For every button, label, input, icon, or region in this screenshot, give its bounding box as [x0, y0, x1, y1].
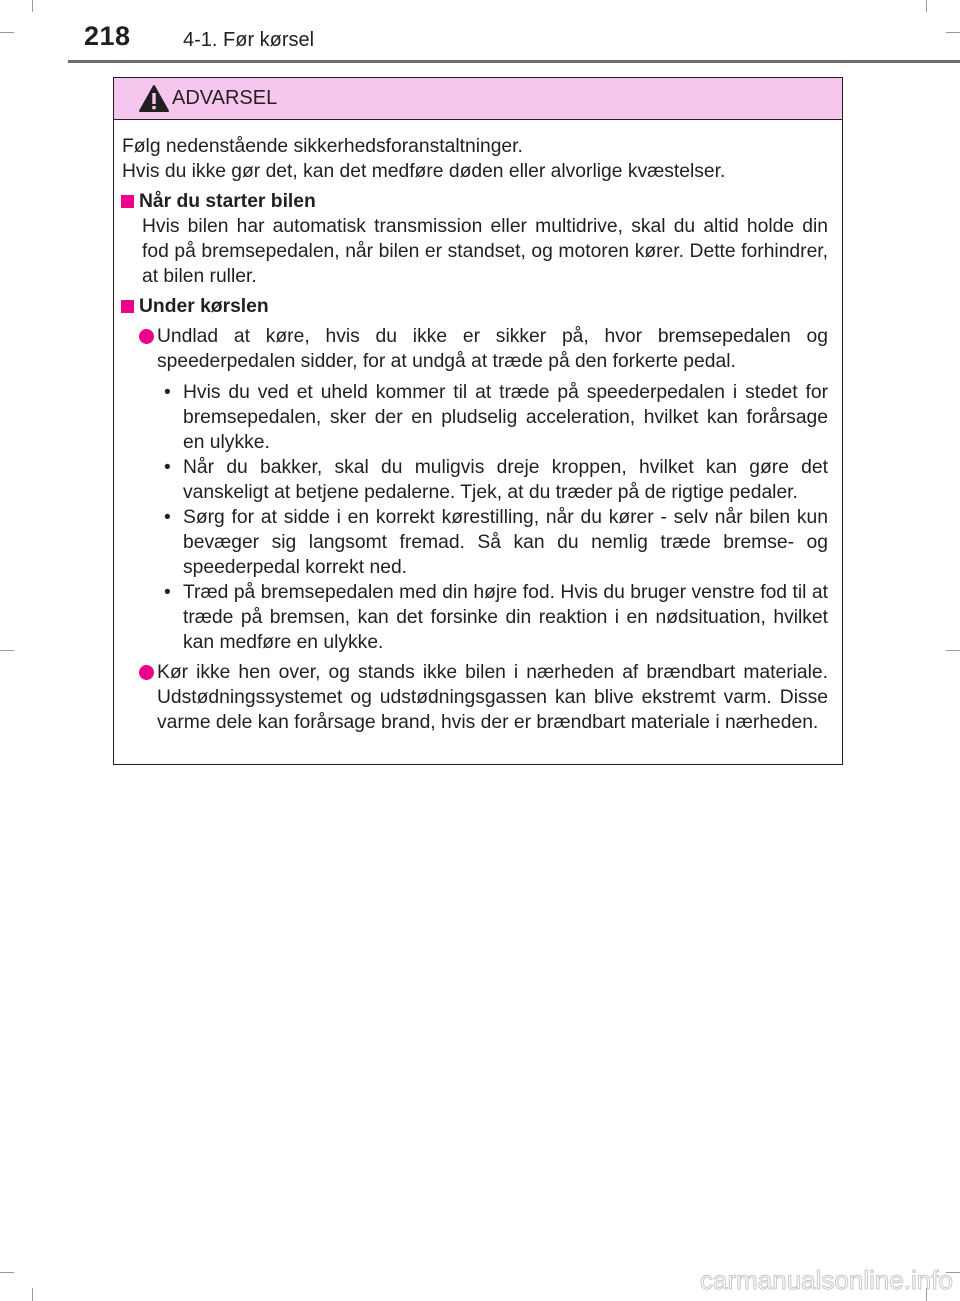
warning-title: ADVARSEL: [172, 87, 278, 109]
sub-bullet-text: Sørg for at sidde i en korrekt kørestilling, når du kører - selv når bilen kun bevæger sig langsomt fremad. Så kan du nemlig træde bremse- og speederpedal korrekt ned.: [183, 507, 828, 578]
intro-line: Følg nedenstående sikkerhedsforanstaltninger.: [122, 136, 523, 157]
header-rule: [68, 60, 960, 63]
sub-bullet-text: Hvis du ved et uheld kommer til at træde på speederpedalen i stedet for bremsepedalen, sker der en pludselig acceleration, hvilket kan forårsage en ulykke.: [183, 382, 828, 453]
section-heading: [122, 294, 828, 319]
section-heading: [122, 189, 828, 214]
sub-bullet-item: [159, 580, 828, 655]
square-bullet-icon: [121, 195, 134, 208]
section-paragraph: Hvis bilen har automatisk transmission eller multidrive, skal du altid holde din fod på bremsepedalen, når bilen er standset, og motoren kører. Dette forhindrer, at bilen ruller.: [142, 216, 828, 287]
intro-line: Hvis du ikke gør det, kan det medføre døden eller alvorlige kvæstelser.: [122, 161, 726, 182]
sub-bullet-item: [159, 505, 828, 580]
list-item-text: Kør ikke hen over, og stands ikke bilen i nærheden af brændbart materiale. Udstødningssystemet og udstødningsgassen kan blive ekstremt varm. Disse varme dele kan forårsage brand, hvis der er brændbart materiale i nærheden.: [157, 662, 828, 733]
section-heading-text: Under kørslen: [139, 296, 269, 317]
sub-bullet-text: Træd på bremsepedalen med din højre fod. Hvis du bruger venstre fod til at træde på bremsen, kan det forsinke din reaktion i en nødsituation, hvilket kan medføre en ulykke.: [183, 582, 828, 653]
bullet-dot-icon: •: [164, 382, 171, 403]
sub-bullet-text: Når du bakker, skal du muligvis dreje kroppen, hvilket kan gøre det vanskeligt at betjene pedalerne. Tjek, at du træder på de rigtige pedaler.: [183, 457, 828, 503]
crop-mark: [32, 1288, 33, 1301]
list-item: [139, 324, 828, 374]
square-bullet-icon: [121, 300, 134, 313]
list-item: [139, 660, 828, 735]
watermark: [700, 1262, 954, 1298]
crop-mark: [0, 1272, 14, 1273]
circle-bullet-icon: [139, 665, 154, 680]
sub-bullet-item: [159, 380, 828, 455]
sub-bullet-list: [159, 380, 828, 655]
warning-box: [113, 77, 843, 765]
bullet-dot-icon: •: [164, 582, 171, 603]
page-number: 218: [84, 21, 131, 51]
warning-triangle-icon: [138, 84, 170, 113]
svg-text:carmanualsonline.info: carmanualsonline.info: [700, 1265, 953, 1295]
bullet-dot-icon: •: [164, 457, 171, 478]
section-title: 4-1. Før kørsel: [183, 29, 315, 51]
list-item-text: Undlad at køre, hvis du ikke er sikker på, hvor bremsepedalen og speederpedalen sidder, for at undgå at træde på den forkerte pedal.: [157, 326, 828, 372]
bullet-dot-icon: •: [164, 507, 171, 528]
section-heading-text: Når du starter bilen: [139, 191, 316, 212]
crop-mark: [946, 650, 960, 651]
sub-bullet-item: [159, 455, 828, 505]
circle-bullet-icon: [139, 329, 154, 344]
warning-header: [114, 78, 842, 120]
page-header: [0, 0, 960, 64]
warning-body: [114, 120, 842, 735]
crop-mark: [0, 650, 14, 651]
